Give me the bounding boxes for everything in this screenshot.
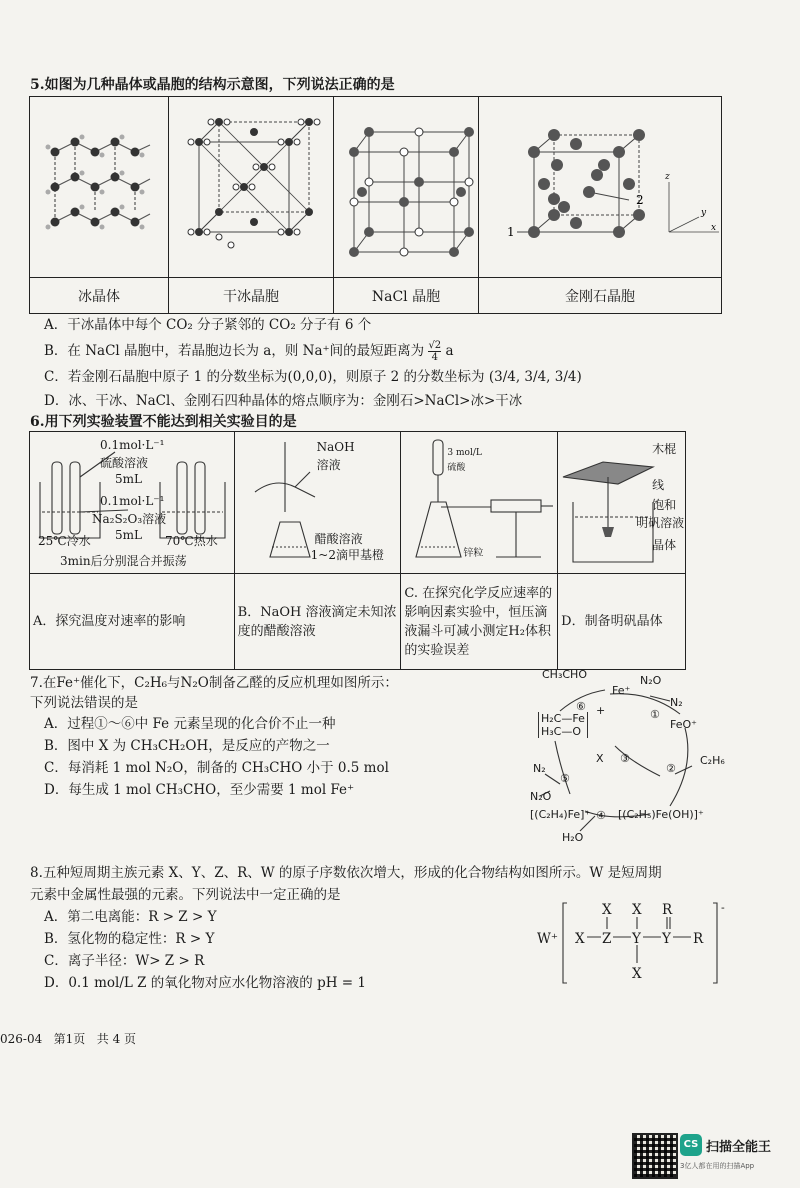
fig-a-conc1: 0.1mol·L⁻¹	[100, 438, 165, 452]
q7-option-c: C．每消耗 1 mol N₂O，制备的 CH₃CHO 小于 0.5 mol	[44, 760, 389, 776]
mech-fe-plus: Fe⁺	[612, 684, 631, 697]
dry-ice-cell-figure	[169, 97, 334, 278]
mech-ring-bottom: H₃C—O	[541, 725, 582, 738]
mech-n2o-left: N₂O	[530, 790, 552, 803]
struct-x-top1: X	[602, 902, 612, 918]
struct-r-top: R	[662, 902, 673, 918]
q7-title: 7.在Fe⁺催化下，C₂H₆与N₂O制备乙醛的反应机理如图所示：	[30, 675, 398, 691]
mech-n2: N₂	[670, 696, 683, 709]
q5-option-b	[44, 340, 454, 363]
fig-c-acid: 硫酸	[447, 463, 466, 473]
struct-x-left: X	[575, 931, 585, 947]
q8-option-a: A．第二电离能：R > Z > Y	[44, 909, 217, 925]
q5-option-b-unit: a	[445, 343, 454, 359]
fig-a-thio: Na₂S₂O₃溶液	[92, 512, 167, 526]
q7-mechanism-diagram	[500, 666, 730, 846]
mech-step-4: ④	[596, 809, 606, 822]
q6-fig-a	[30, 432, 235, 574]
fig-d-saturated: 饱和	[652, 498, 677, 512]
q8-title-line2: 元素中金属性最强的元素。下列说法中一定正确的是	[30, 887, 341, 903]
fraction-numerator: √2	[428, 340, 442, 351]
fig-a-vol1: 5mL	[115, 472, 142, 486]
caption-nacl: NaCl 晶胞	[334, 278, 479, 314]
q7-subtitle: 下列说法错误的是	[30, 695, 138, 711]
fig-a-acid: 硫酸溶液	[100, 456, 149, 470]
mech-h2o: H₂O	[562, 831, 584, 844]
struct-w: W⁺	[537, 931, 559, 947]
q6-option-b: B．NaOH 溶液滴定未知浓度的醋酸溶液	[234, 574, 401, 670]
struct-z: Z	[602, 931, 612, 947]
mech-c2h5feoh: [(C₂H₅)Fe(OH)]⁺	[618, 808, 704, 821]
mech-step-2: ②	[666, 762, 676, 775]
q7-option-d: D．每生成 1 mol CH₃CHO，至少需要 1 mol Fe⁺	[44, 782, 355, 798]
camscanner-tagline: 3亿人都在用的扫描App	[680, 1162, 755, 1170]
mech-step-3: ③	[620, 752, 630, 765]
q5-option-d: D．冰、干冰、NaCl、金刚石四种晶体的熔点顺序为：金刚石>NaCl>冰>干冰	[44, 393, 523, 409]
mech-n2-left: N₂	[533, 762, 546, 775]
qr-code-icon	[632, 1133, 678, 1179]
q5-figure-table	[29, 96, 722, 314]
q5-option-b-text: B．在 NaCl 晶胞中，若晶胞边长为 a，则 Na⁺间的最短距离为	[44, 343, 425, 359]
fig-c-conc: 3 mol/L	[447, 448, 482, 458]
fig-a-vol2: 5mL	[115, 528, 142, 542]
q8-option-c: C．离子半径：W> Z > R	[44, 953, 205, 969]
q7-option-b: B．图中 X 为 CH₃CH₂OH，是反应的产物之一	[44, 738, 330, 754]
mech-ring-top: H₂C—Fe	[541, 712, 585, 725]
diamond-cell-figure	[479, 97, 722, 278]
q8-title-line1: 8.五种短周期主族元素 X、Y、Z、R、W 的原子序数依次增大，形成的化合物结构如图所示。W 是短周期	[30, 865, 662, 881]
struct-r-right: R	[693, 931, 704, 947]
mech-ch3cho: CH₃CHO	[542, 668, 587, 681]
caption-dry-ice: 干冰晶胞	[169, 278, 334, 314]
q5-option-c-coord: (3/4, 3/4, 3/4)	[488, 369, 582, 385]
struct-y1: Y	[632, 931, 641, 947]
axis-y-label: y	[701, 208, 707, 218]
q6-option-a: A．探究温度对速率的影响	[30, 574, 235, 670]
mech-step-6: ⑥	[576, 700, 586, 713]
q5-title: 5.如图为几种晶体或晶胞的结构示意图，下列说法正确的是	[30, 77, 395, 93]
axis-z-label: z	[665, 172, 670, 182]
q6-figure-table	[29, 431, 686, 670]
mech-c2h4fe: [(C₂H₄)Fe]⁺	[530, 808, 591, 821]
fig-c-zinc: 锌粒	[463, 548, 484, 559]
q6-option-d: D．制备明矾晶体	[558, 574, 686, 670]
fig-d-stick: 木棍	[652, 442, 677, 456]
fig-a-conc2: 0.1mol·L⁻¹	[100, 494, 165, 508]
q6-title: 6.用下列实验装置不能达到相关实验目的是	[30, 414, 297, 430]
nacl-lattice-image	[334, 97, 478, 273]
ice-crystal-figure	[30, 97, 169, 278]
fig-b-acid: 醋酸溶液	[314, 532, 363, 546]
mech-ring-charge: +	[596, 704, 606, 717]
q7-option-a: A．过程①～⑥中 Fe 元素呈现的化合价不止一种	[44, 716, 336, 732]
q5-option-b-fraction	[428, 340, 441, 363]
mech-step-5: ⑤	[560, 772, 570, 785]
diamond-atom-2-label: 2	[636, 193, 644, 207]
mech-c2h6: C₂H₆	[700, 754, 725, 767]
q6-fig-c	[401, 432, 558, 574]
diamond-lattice-image	[479, 97, 721, 273]
caption-diamond: 金刚石晶胞	[479, 278, 722, 314]
fig-a-hot: 70℃热水	[165, 534, 218, 548]
q8-option-b: B．氢化物的稳定性：R > Y	[44, 931, 215, 947]
fig-d-solution: 明矾溶液	[636, 516, 685, 530]
fig-a-cold: 25℃冷水	[38, 534, 91, 548]
fraction-denominator: 4	[431, 352, 438, 363]
q8-option-d: D．0.1 mol/L Z 的氧化物对应水化物溶液的 pH = 1	[44, 975, 366, 991]
dry-ice-lattice-image	[169, 97, 333, 273]
mech-feo-plus: FeO⁺	[670, 718, 697, 731]
q6-fig-d	[558, 432, 686, 574]
page-footer: 026-04 第1页 共 4 页	[0, 1032, 137, 1046]
camscanner-logo: CS	[680, 1134, 702, 1156]
q8-structure-diagram	[535, 895, 735, 990]
q5-option-c-text: C．若金刚石晶胞中原子 1 的分数坐标为(0,0,0)，则原子 2 的分数坐标为	[44, 369, 485, 385]
diamond-atom-1-label: 1	[507, 225, 515, 239]
axis-x-label: x	[711, 223, 717, 233]
mech-ring-complex	[538, 712, 588, 738]
mech-n2o: N₂O	[640, 674, 662, 687]
struct-x-top2: X	[632, 902, 642, 918]
fig-b-solution: 溶液	[316, 458, 341, 472]
q6-fig-b	[234, 432, 401, 574]
nacl-cell-figure	[334, 97, 479, 278]
q5-option-c	[44, 366, 582, 388]
fig-d-crystal: 晶体	[652, 538, 677, 552]
mech-x: X	[596, 752, 604, 765]
ice-lattice-image	[30, 97, 168, 273]
fig-a-mix: 3min后分别混合并振荡	[60, 554, 187, 568]
struct-y2: Y	[662, 931, 671, 947]
fig-d-thread: 线	[652, 478, 665, 492]
struct-x-bottom: X	[632, 966, 642, 982]
camscanner-name: 扫描全能王	[706, 1140, 772, 1155]
caption-ice: 冰晶体	[30, 278, 169, 314]
fig-b-indicator: 1~2滴甲基橙	[310, 548, 384, 562]
q5-option-a: A．干冰晶体中每个 CO₂ 分子紧邻的 CO₂ 分子有 6 个	[44, 317, 372, 333]
struct-charge: -	[721, 901, 725, 914]
fig-b-naoh: NaOH	[316, 440, 355, 454]
q6-option-c: C. 在探究化学反应速率的影响因素实验中，恒压滴液漏斗可减小测定H₂体积的实验误差	[401, 574, 558, 670]
mech-step-1: ①	[650, 708, 660, 721]
